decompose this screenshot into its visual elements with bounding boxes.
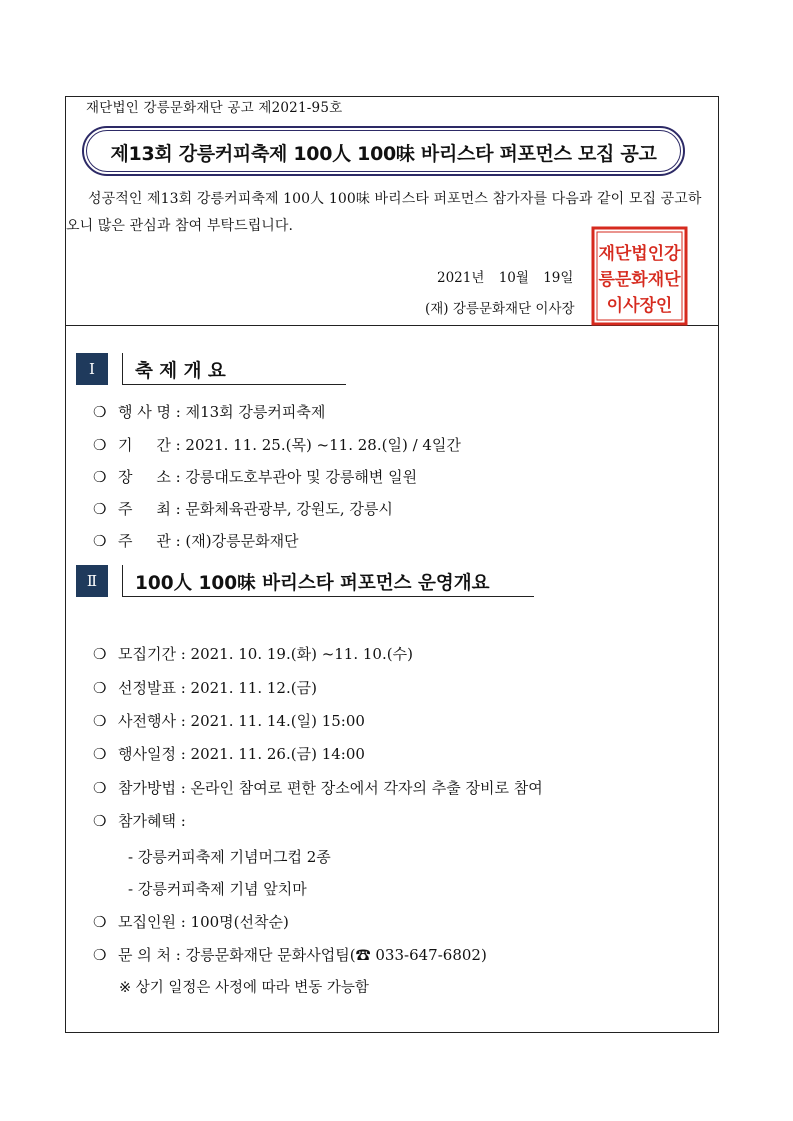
section-1-bar <box>122 353 123 385</box>
notice-date: 2021년 10월 19일 <box>437 270 574 286</box>
schedule-note: ※ 상기 일정은 사정에 따라 변동 가능함 <box>119 980 369 996</box>
bullet-icon: ❍ <box>93 403 107 421</box>
issuer-name: (재) 강릉문화재단 이사장 <box>425 301 575 317</box>
bullet-icon: ❍ <box>93 645 107 663</box>
bullet-icon: ❍ <box>93 712 107 730</box>
section-2-title: 100人 100味 바리스타 퍼포먼스 운영개요 <box>135 573 490 594</box>
benefit-item: - 강릉커피축제 기념머그컵 2종 <box>128 848 331 866</box>
list-item: ❍ 선정발표 : 2021. 11. 12.(금) <box>93 679 317 697</box>
list-item: ❍ 모집인원 : 100명(선착순) <box>93 913 289 931</box>
list-item: ❍ 사전행사 : 2021. 11. 14.(일) 15:00 <box>93 712 365 730</box>
benefit-item: - 강릉커피축제 기념 앞치마 <box>128 880 307 898</box>
title-box <box>82 126 685 176</box>
list-item: ❍ 주 최 : 문화체육관광부, 강원도, 강릉시 <box>93 500 393 518</box>
section-2-bar <box>122 565 123 597</box>
seal-text-line-2: 릉문화재단 <box>598 270 681 290</box>
bullet-icon: ❍ <box>93 679 107 697</box>
bullet-icon: ❍ <box>93 436 107 454</box>
bullet-icon: ❍ <box>93 532 107 550</box>
section-1-title: 축 제 개 요 <box>135 361 226 382</box>
bullet-icon: ❍ <box>93 468 107 486</box>
list-item: ❍ 참가혜택 : <box>93 812 186 830</box>
section-2-numeral: Ⅱ <box>76 565 108 597</box>
official-seal <box>591 226 688 326</box>
list-item: ❍ 주 관 : (재)강릉문화재단 <box>93 532 299 550</box>
section-1-numeral: Ⅰ <box>76 353 108 385</box>
bullet-icon: ❍ <box>93 745 107 763</box>
section-2-underline <box>122 596 534 597</box>
list-item: ❍ 모집기간 : 2021. 10. 19.(화) ~11. 10.(수) <box>93 645 413 663</box>
list-item: ❍ 행사일정 : 2021. 11. 26.(금) 14:00 <box>93 745 365 763</box>
bullet-icon: ❍ <box>93 946 107 964</box>
contact-item: ❍ 문 의 처 : 강릉문화재단 문화사업팀(☎ 033-647-6802) <box>93 946 487 964</box>
seal-text-line-3: 이사장인 <box>606 296 673 316</box>
notice-number: 재단법인 강릉문화재단 공고 제2021-95호 <box>86 100 343 116</box>
list-item: ❍ 장 소 : 강릉대도호부관아 및 강릉해변 일원 <box>93 468 418 486</box>
intro-paragraph: 성공적인 제13회 강릉커피축제 100人 100味 바리스타 퍼포먼스 참가자를 다음과 같이 모집 공고하오니 많은 관심과 참여 부탁드립니다. <box>66 191 702 234</box>
bullet-icon: ❍ <box>93 913 107 931</box>
list-item: ❍ 행 사 명 : 제13회 강릉커피축제 <box>93 403 326 421</box>
section-1-underline <box>122 384 346 385</box>
page-title: 제13회 강릉커피축제 100人 100味 바리스타 퍼포먼스 모집 공고 <box>110 143 657 165</box>
list-item: ❍ 기 간 : 2021. 11. 25.(목) ~11. 28.(일) / 4일간 <box>93 436 461 454</box>
list-item: ❍ 참가방법 : 온라인 참여로 편한 장소에서 각자의 추출 장비로 참여 <box>93 779 543 797</box>
seal-text-line-1: 재단법인강 <box>598 244 681 264</box>
bullet-icon: ❍ <box>93 812 107 830</box>
bullet-icon: ❍ <box>93 779 107 797</box>
bullet-icon: ❍ <box>93 500 107 518</box>
